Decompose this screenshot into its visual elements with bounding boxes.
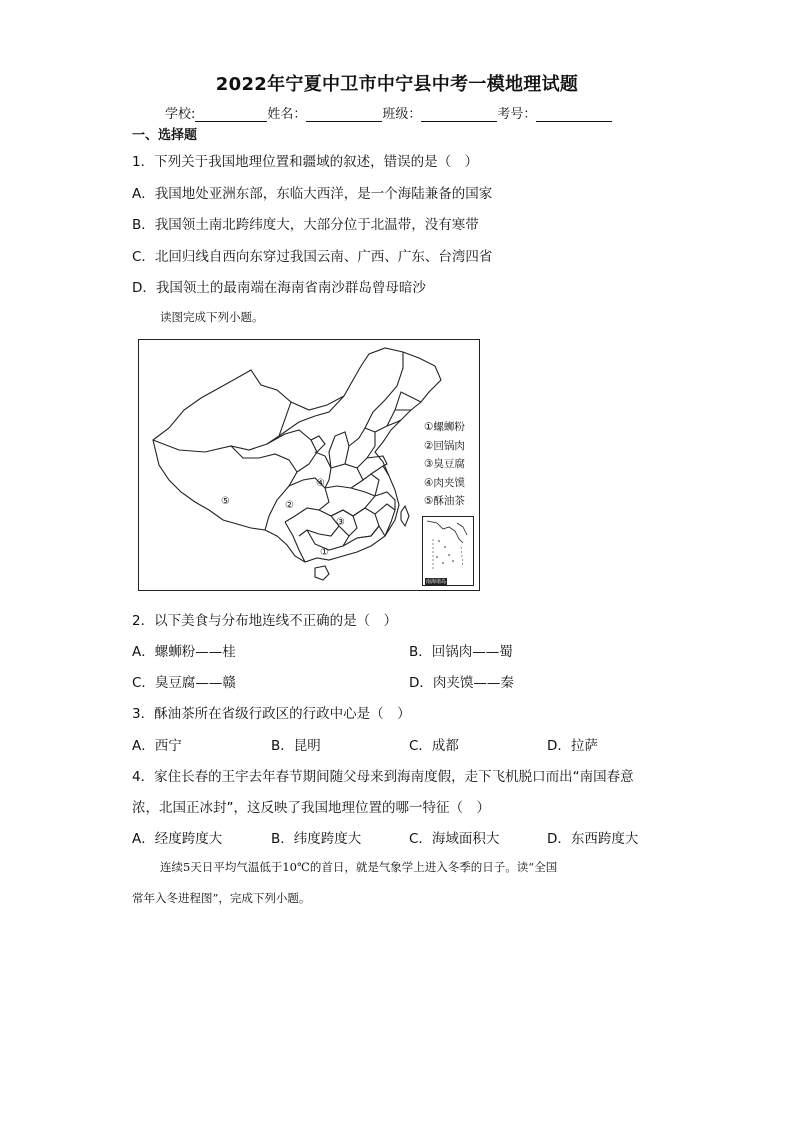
map-label-1: ① (320, 547, 329, 558)
q2-option-d[interactable]: D．肉夹馍——秦 (409, 675, 514, 691)
exam-no-label: 考号： (497, 107, 537, 122)
name-blank[interactable] (306, 107, 382, 122)
boundary-fujian (375, 504, 395, 536)
q4-option-d[interactable]: D．东西跨度大 (547, 831, 639, 847)
boundary-tibet-qinghai (231, 446, 297, 530)
boundary-jiangxi (353, 508, 379, 538)
q4-option-b[interactable]: B．纬度跨度大 (271, 831, 362, 847)
page-title: 2022年宁夏中卫市中宁县中考一模地理试题 (215, 74, 579, 95)
boundary-jilin (387, 410, 411, 426)
legend-item-4: ④肉夹馍 (424, 476, 465, 489)
boundary-gansu-im (279, 396, 344, 436)
boundary-jiangsu (371, 466, 389, 476)
intro-read-map: 读图完成下列小题。 (160, 310, 264, 324)
student-info-row (165, 103, 612, 122)
q4-option-a[interactable]: A．经度跨度大 (132, 831, 223, 847)
boundary-qinghai-gansu (267, 430, 317, 472)
class-blank[interactable] (421, 107, 497, 122)
map-legend (424, 418, 465, 511)
map-label-2: ② (285, 500, 294, 511)
south-china-sea-inset (422, 516, 474, 586)
q2-option-c[interactable]: C．臭豆腐——赣 (132, 675, 236, 691)
hainan-island (315, 566, 329, 580)
q2-option-a[interactable]: A．螺蛳粉——桂 (132, 644, 236, 660)
class-label: 班级： (382, 107, 422, 122)
map-label-3: ③ (336, 517, 345, 528)
boundary-xinjiang-tibet (153, 402, 291, 452)
q1-stem: 1．下列关于我国地理位置和疆域的叙述，错误的是（ ） (132, 154, 479, 170)
intro-winter-line1: 连续5天日平均气温低于10℃的首日，就是气象学上进入冬季的日子。读“全国 (160, 860, 558, 874)
legend-item-5: ⑤酥油茶 (424, 495, 465, 507)
taiwan-island (401, 506, 409, 526)
q3-option-b[interactable]: B．昆明 (271, 738, 321, 754)
map-label-5: ⑤ (221, 496, 230, 507)
q3-stem: 3．酥油茶所在省级行政区的行政中心是（ ） (132, 706, 411, 722)
boundary-hebei (349, 428, 375, 458)
map-label-4: ④ (316, 478, 325, 489)
boundary-guizhou (299, 510, 339, 536)
boundary-heilongjiang (395, 392, 421, 410)
q2-stem: 2．以下美食与分布地连线不正确的是（ ） (132, 613, 398, 629)
intro-winter-line2: 常年入冬进程图”，完成下列小题。 (132, 891, 311, 905)
legend-item-2: ②回锅肉 (424, 439, 465, 452)
q4-stem-line1: 4．家住长春的王宇去年春节期间随父母来到海南度假，走下飞机脱口而出“南国春意 (132, 769, 634, 785)
legend-item-1: ①螺蛳粉 (424, 421, 465, 433)
school-blank[interactable] (195, 107, 267, 122)
q2-option-b[interactable]: B．回锅肉——蜀 (409, 644, 513, 660)
q3-option-d[interactable]: D．拉萨 (547, 738, 598, 754)
q1-option-d[interactable]: D．我国领土的最南端在海南省南沙群岛曾母暗沙 (132, 280, 426, 296)
q1-option-a[interactable]: A．我国地处亚洲东部，东临大西洋，是一个海陆兼备的国家 (132, 186, 493, 202)
inset-map (423, 517, 473, 585)
q3-option-c[interactable]: C．成都 (409, 738, 459, 754)
section-title: 一、选择题 (132, 128, 198, 143)
name-label: 姓名： (267, 107, 307, 122)
legend-item-3: ③臭豆腐 (424, 458, 465, 470)
q4-option-c[interactable]: C．海域面积大 (409, 831, 500, 847)
boundary-im-northeast (365, 352, 403, 428)
boundary-liaoning (375, 420, 401, 432)
q3-option-a[interactable]: A．西宁 (132, 738, 182, 754)
school-label: 学校: (165, 107, 196, 122)
boundary-shanxi (329, 432, 349, 468)
q1-option-c[interactable]: C．北回归线自西向东穿过我国云南、广西、广东、台湾四省 (132, 249, 493, 265)
q1-option-b[interactable]: B．我国领土南北跨纬度大，大部分位于北温带，没有寒带 (132, 217, 479, 233)
boundary-henan (331, 464, 363, 488)
inset-label: 南海诸岛 (426, 579, 447, 585)
country-outline (153, 348, 441, 562)
q4-stem-line2: 浓，北国正冰封”，这反映了我国地理位置的哪一特征（ ） (132, 800, 490, 816)
boundary-hubei (325, 486, 375, 516)
exam-no-blank[interactable] (536, 107, 612, 122)
